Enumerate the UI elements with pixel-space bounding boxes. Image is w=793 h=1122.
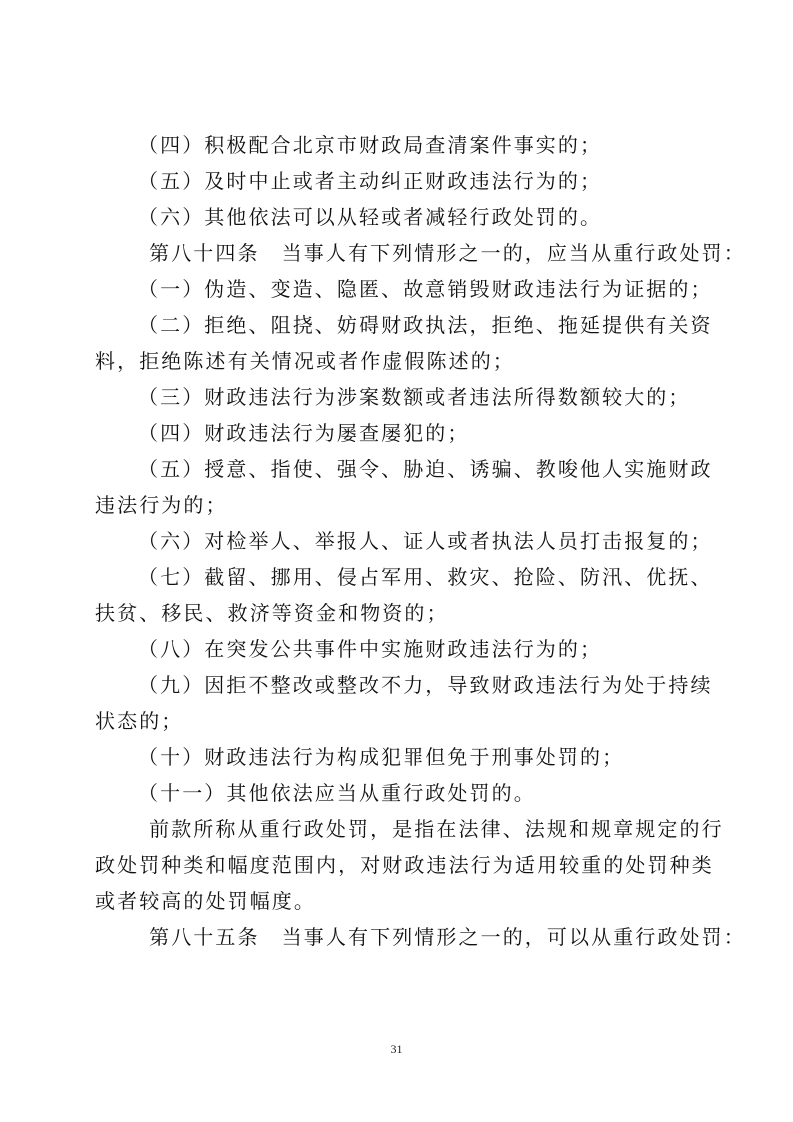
paragraph-line: 或者较高的处罚幅度。 [95, 889, 316, 913]
paragraph-line: （十一）其他依法应当从重行政处罚的。 [138, 781, 536, 805]
paragraph-line: （九）因拒不整改或整改不力，导致财政违法行为处于持续 [138, 673, 713, 697]
paragraph-line: 前款所称从重行政处罚，是指在法律、法规和规章规定的行 [127, 817, 724, 841]
paragraph-line: （七）截留、挪用、侵占军用、救灾、抢险、防汛、优抚、 [138, 565, 713, 589]
paragraph-line: 料，拒绝陈述有关情况或者作虚假陈述的； [95, 349, 515, 373]
paragraph-line: 违法行为的； [95, 493, 228, 517]
paragraph-line: （八）在突发公共事件中实施财政违法行为的； [138, 637, 603, 661]
paragraph-line: （六）其他依法可以从轻或者减轻行政处罚的。 [138, 205, 603, 229]
article-heading: 第八十四条 当事人有下列情形之一的，应当从重行政处罚： [127, 241, 746, 265]
paragraph-line: （三）财政违法行为涉案数额或者违法所得数额较大的； [138, 385, 691, 409]
paragraph-line: （十）财政违法行为构成犯罪但免于刑事处罚的； [138, 745, 625, 769]
article-heading: 第八十五条 当事人有下列情形之一的，可以从重行政处罚： [127, 925, 746, 949]
paragraph-line: （五）及时中止或者主动纠正财政违法行为的； [138, 169, 603, 193]
paragraph-line: （六）对检举人、举报人、证人或者执法人员打击报复的； [138, 529, 713, 553]
paragraph-line: （四）积极配合北京市财政局查清案件事实的； [138, 133, 603, 157]
paragraph-line: 状态的； [95, 709, 184, 733]
paragraph-line: （五）授意、指使、强令、胁迫、诱骗、教唆他人实施财政 [138, 457, 713, 481]
paragraph-line: 扶贫、移民、救济等资金和物资的； [95, 601, 449, 625]
page-number: 31 [390, 1042, 403, 1056]
paragraph-line: （四）财政违法行为屡查屡犯的； [138, 421, 470, 445]
paragraph-line: 政处罚种类和幅度范围内，对财政违法行为适用较重的处罚种类 [95, 853, 714, 877]
paragraph-line: （二）拒绝、阻挠、妨碍财政执法，拒绝、拖延提供有关资 [138, 313, 713, 337]
paragraph-line: （一）伪造、变造、隐匿、故意销毁财政违法行为证据的； [138, 277, 713, 301]
